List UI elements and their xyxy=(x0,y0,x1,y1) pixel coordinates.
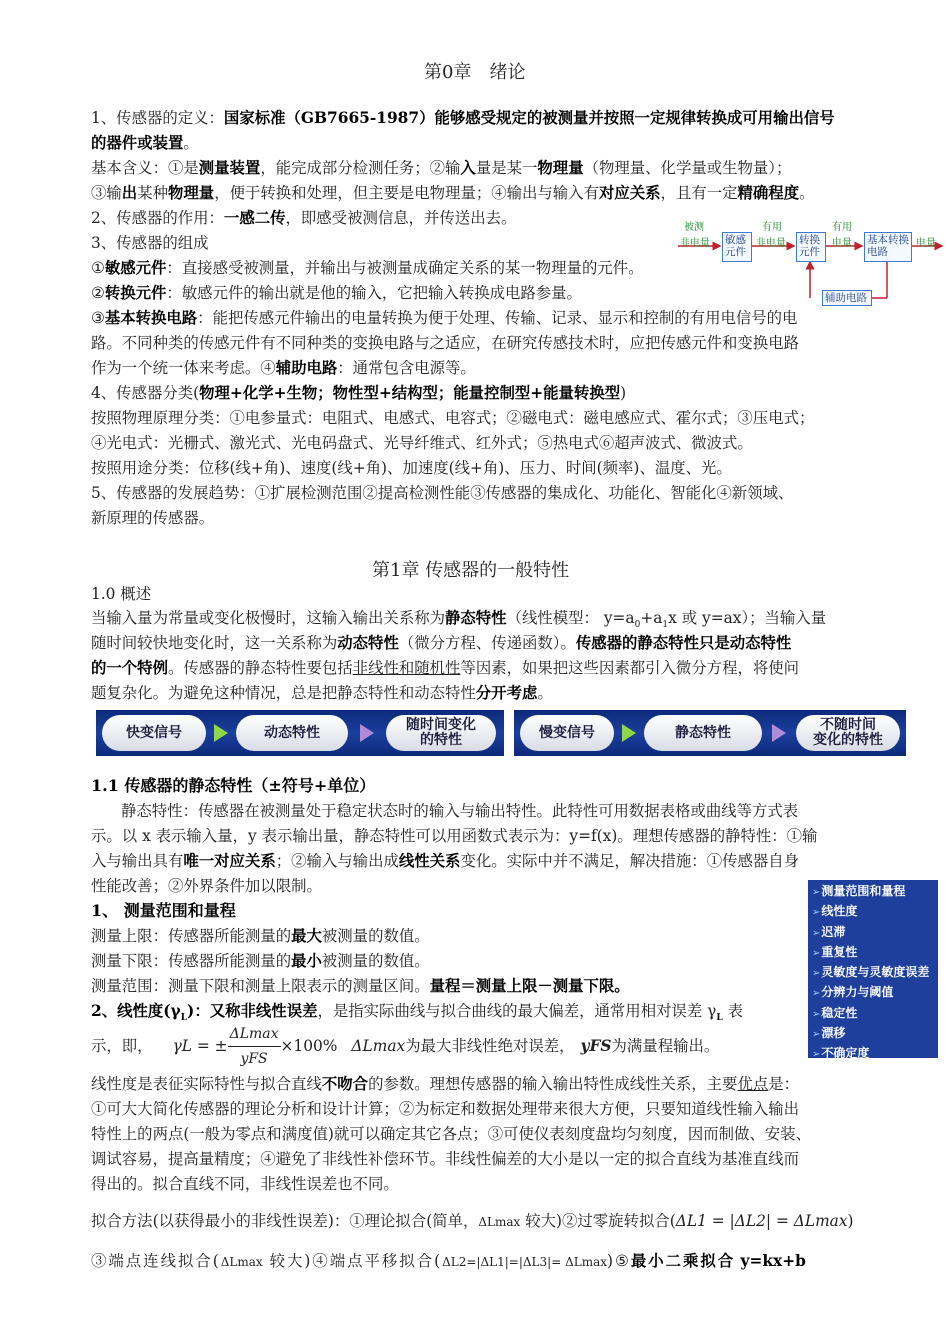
fit-methods-1: 拟合方法(以获得最小的非线性误差)：①理论拟合(简单，ΔLmax 较大)②过零旋转拟合(ΔL1 = |ΔL2| = ΔLmax) xyxy=(91,1212,854,1230)
box-auxiliary-circuit: 辅助电路 xyxy=(822,290,872,306)
static-1: 静态特性：传感器在被测量处于稳定状态时的输入与输出特性。此特性可用数据表格或曲线等方式表 xyxy=(121,802,799,820)
lin-para-5: 得出的。拟合直线不同，非线性误差也不同。 xyxy=(91,1175,399,1193)
pill-non-time-varying: 不随时间 变化的特性 xyxy=(796,715,900,751)
box-basic-circuit: 基本转换 电路 xyxy=(864,232,912,262)
banner-static xyxy=(514,710,906,756)
bold-text: 的器件或装置 xyxy=(91,134,184,152)
static-4: 性能改善；②外界条件加以限制。 xyxy=(91,877,322,895)
label-useful: 有用 xyxy=(762,222,782,233)
pill-slow-signal: 慢变信号 xyxy=(520,715,614,751)
overview-2: 随时间较快地变化时，这一关系称为动态特性（微分方程、传递函数）。传感器的静态特性只是动态特性 xyxy=(91,634,792,652)
arrow-bullet-icon: ➢ xyxy=(812,988,821,1000)
text: 。 xyxy=(183,134,199,152)
overview-4: 题复杂化。为避免这种情况，总是把静态特性和动态特性分开考虑。 xyxy=(91,684,553,702)
arrow-bullet-icon: ➢ xyxy=(812,968,821,980)
arrow-bullet-icon: ➢ xyxy=(812,1049,821,1061)
arrow-bullet-icon: ➢ xyxy=(812,887,821,898)
banner-dynamic xyxy=(96,710,504,756)
basic-meaning-2: ③输出某种物理量，便于转换和处理，但主要是电物理量；④输出与输入有对应关系，且有一定精确程度。 xyxy=(91,184,815,202)
lin-para-2: ①可大大简化传感器的理论分析和设计计算；②为标定和数据处理带来很大方便，只要知道线性输入输出 xyxy=(91,1100,799,1118)
pill-dynamic-characteristic: 动态特性 xyxy=(236,715,348,751)
definition-line2 xyxy=(91,131,199,155)
classification-physical-2: ④光电式：光栅式、激光式、光电码盘式、光导纤维式、红外式；⑤热电式⑥超声波式、微波式。 xyxy=(91,434,753,452)
section-1-1: 1.1 传感器的静态特性（±符号+单位） xyxy=(91,776,376,795)
heading-range: 1、 测量范围和量程 xyxy=(91,901,236,920)
arrow-bullet-icon: ➢ xyxy=(812,947,821,959)
chapter1-title: 第1章 传感器的一般特性 xyxy=(372,560,570,581)
static-3: 入与输出具有唯一对应关系；②输入与输出成线性关系变化。实际中并不满足，解决措施：①传感器自身 xyxy=(91,852,800,870)
characteristics-list-item xyxy=(812,1004,938,1024)
label-useful2: 有用 xyxy=(832,222,852,233)
pill-time-varying: 随时间变化 的特性 xyxy=(386,715,496,751)
basic-circuit-2: 路。不同种类的传感元件有不同种类的变换电路与之适应，在研究传感技术时，应把传感元件和变换电路 xyxy=(91,334,799,352)
basic-circuit-1: ③基本转换电路：能把传感元件输出的电量转换为便于处理、传输、记录、显示和控制的有用电信号的电 xyxy=(91,309,798,327)
overview-1: 当输入量为常量或变化极慢时，这输入输出关系称为静态特性（线性模型： $y=a_0+a_1x$ 或 y=ax）；当输入量 xyxy=(91,609,827,631)
lin-para-3: 特性上的两点(一般为零点和满度值)就可以确定其它各点；③可使仪表刻度盘均匀刻度，因而制做、安装、 xyxy=(91,1125,811,1143)
list-item-label: 重复性 xyxy=(821,944,858,959)
section-1-0: 1.0 概述 xyxy=(91,585,152,603)
chapter0-title: 第0章 绪论 xyxy=(424,62,526,83)
pill-static-characteristic: 静态特性 xyxy=(644,715,762,751)
chevron-right-icon xyxy=(214,724,228,742)
characteristics-list-item xyxy=(812,983,938,1003)
chevron-right-icon xyxy=(622,724,636,742)
linearity-1: 2、线性度$(\gamma_L)$：又称非线性误差，是指实际曲线与拟合曲线的最大偏差，通常用相对误差 $\gamma_L$ 表 xyxy=(91,1002,743,1024)
list-item-label: 测量范围和量程 xyxy=(821,884,906,898)
basic-circuit-3: 作为一个统一体来考虑。④辅助电路：通常包含电源等。 xyxy=(91,359,476,377)
characteristics-list-item xyxy=(812,902,938,922)
fit-methods-2: ③端点连线拟合(ΔLmax 较大)④端点平移拟合(ΔL2=|ΔL1|=|ΔL3|= ΔLmax)⑤最小二乘拟合 y=kx+b xyxy=(91,1252,806,1270)
box-conversion-element: 转换 元件 xyxy=(796,232,826,262)
lin-para-1: 线性度是表征实际特性与拟合直线不吻合的参数。理想传感器的输入输出特性成线性关系，主要优点是： xyxy=(91,1075,800,1093)
bold-text: 国家标准（GB7665-1987）能够感受规定的被测量并按照一定规律转换成可用输出信号 xyxy=(223,109,835,127)
characteristics-list xyxy=(808,880,938,1061)
lin-para-4: 调试容易，提高量精度；④避免了非线性补偿环节。非线性偏差的大小是以一定的拟合直线为基准直线而 xyxy=(91,1150,799,1168)
box-sensitive-element: 敏感 元件 xyxy=(722,232,752,262)
sensor-composition-diagram xyxy=(676,216,946,308)
arrow-bullet-icon: ➢ xyxy=(812,1029,821,1041)
list-item-label: 不确定度 xyxy=(821,1046,870,1061)
formula-fraction: $\frac{\Delta Lmax}{\text{yFS}}$ xyxy=(228,1022,281,1071)
characteristics-list-item xyxy=(812,963,938,983)
conversion-element: ②转换元件：敏感元件的输出就是他的输入，它把输入转换成电路参量。 xyxy=(91,284,582,302)
basic-meaning-1: 基本含义：①是测量装置，能完成部分检测任务；②输入量是某一物理量（物理量、化学量或生物量）； xyxy=(91,159,792,177)
characteristics-list-item xyxy=(812,923,938,943)
arrow-bullet-icon: ➢ xyxy=(812,907,821,919)
label-useful-nonelectric: 非电量 xyxy=(756,238,786,249)
characteristics-list-item xyxy=(812,1024,938,1044)
label-output-electric: 电量 xyxy=(916,238,936,249)
characteristics-list-item xyxy=(812,943,938,963)
chevron-right-icon xyxy=(772,724,786,742)
list-item-label: 分辨力与阈值 xyxy=(821,985,894,1000)
pill-fast-signal: 快变信号 xyxy=(102,715,206,751)
function-line: 2、传感器的作用：一感二传，即感受被测信息，并传送出去。 xyxy=(91,209,517,227)
classification-physical-1: 按照物理原理分类：①电参量式：电阻式、电感式、电容式；②磁电式：磁电感应式、霍尔式；③压电式； xyxy=(91,409,815,427)
list-item-label: 线性度 xyxy=(821,904,858,919)
list-item-label: 稳定性 xyxy=(821,1005,858,1020)
trend-line1: 5、传感器的发展趋势：①扩展检测范围②提高检测性能③传感器的集成化、功能化、智能化④新领域、 xyxy=(91,484,794,502)
diagram-arrows xyxy=(676,216,946,308)
definition-line1 xyxy=(91,106,835,130)
static-2: 示。以 x 表示输入量，y 表示输出量，静态特性可以用函数式表示为：y=f(x)。理想传感器的静特性：①输 xyxy=(91,827,818,845)
label-electric: 电量 xyxy=(832,238,852,249)
text: 1、传感器的定义： xyxy=(91,109,224,127)
label-measured: 被测 xyxy=(684,222,704,233)
range-lower: 测量下限：传感器所能测量的最小被测量的数值。 xyxy=(91,952,430,970)
list-item-label: 灵敏度与灵敏度误差 xyxy=(821,965,930,980)
arrow-bullet-icon: ➢ xyxy=(812,1008,821,1020)
formula-lhs: γL = ± xyxy=(172,1037,228,1055)
classification-usage: 按照用途分类：位移(线+角)、速度(线+角)、加速度(线+角)、压力、时间(频率)、温度、光。 xyxy=(91,459,732,477)
label-nonelectric: 非电量 xyxy=(680,238,710,249)
characteristics-list-item xyxy=(812,1044,938,1064)
linearity-2: 示，即， γL = ± $\frac{\Delta Lmax}{\text{yFS}}$ ×100% ΔLmax 为最大非线性绝对误差， yFS 为满量程输出。 xyxy=(91,1026,719,1066)
trend-line2: 新原理的传感器。 xyxy=(91,509,215,527)
arrow-bullet-icon: ➢ xyxy=(812,927,821,939)
overview-3: 的一个特例。传感器的静态特性要包括非线性和随机性等因素，如果把这些因素都引入微分方程，将使问 xyxy=(91,659,800,677)
classification-heading: 4、传感器分类(物理+化学+生物；物性型+结构型；能量控制型+能量转换型) xyxy=(91,384,627,402)
range-span: 测量范围：测量下限和测量上限表示的测量区间。量程＝测量上限－测量下限。 xyxy=(91,977,630,995)
list-item-label: 漂移 xyxy=(821,1026,846,1041)
composition-heading: 3、传感器的组成 xyxy=(91,234,209,252)
sensitive-element: ①敏感元件：直接感受被测量，并输出与被测量成确定关系的某一物理量的元件。 xyxy=(91,259,644,277)
range-upper: 测量上限：传感器所能测量的最大被测量的数值。 xyxy=(91,927,430,945)
list-item-label: 迟滞 xyxy=(821,924,846,939)
characteristics-list-item xyxy=(812,882,938,902)
chevron-right-icon xyxy=(360,724,374,742)
